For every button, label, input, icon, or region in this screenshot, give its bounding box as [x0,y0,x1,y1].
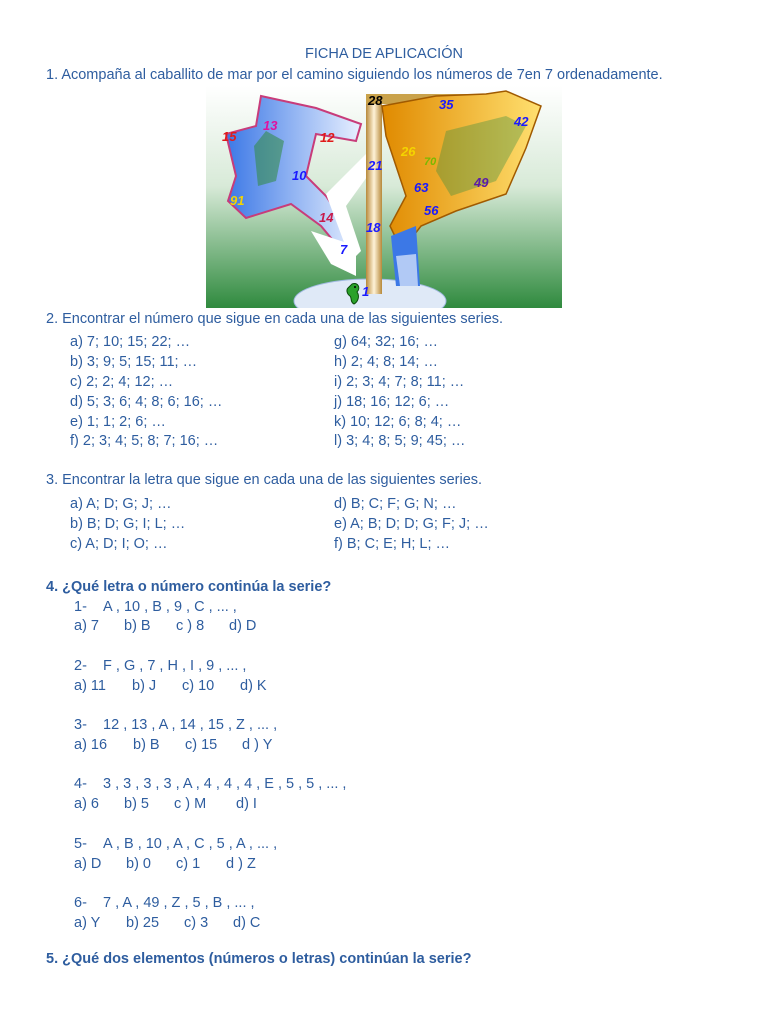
option-d[interactable]: d) C [233,915,261,931]
series-item: e) 1; 1; 2; 6; … [70,414,166,430]
series-item: c) 2; 2; 4; 12; … [70,374,174,390]
path-number: 63 [414,180,429,195]
path-number: 42 [514,114,529,129]
series-item: l) 3; 4; 8; 5; 9; 45; … [334,433,466,449]
option-a[interactable]: a) 6 [74,796,99,812]
path-number: 12 [320,130,335,145]
question-2-text: 2. Encontrar el número que sigue en cada una de las siguientes series. [46,311,504,327]
series-item: d) 5; 3; 6; 4; 8; 6; 16; … [70,394,223,410]
series-text: A , 10 , B , 9 , C , ... , [103,599,237,615]
option-d[interactable]: d) K [240,678,267,694]
option-a[interactable]: a) 11 [74,678,106,694]
series-number: 1- [74,599,87,615]
series-number: 4- [74,776,87,792]
series-item: j) 18; 16; 12; 6; … [334,394,450,410]
option-a[interactable]: a) Y [74,915,101,931]
option-a[interactable]: a) 7 [74,618,99,634]
series-item: c) A; D; I; O; … [70,536,168,552]
option-d[interactable]: d ) Y [242,737,273,753]
page-title: FICHA DE APLICACIÓN [305,46,463,62]
answer-options [74,618,256,634]
series-question [74,599,237,615]
answer-options [74,796,257,812]
option-b[interactable]: b) J [132,678,157,694]
answer-options [74,915,260,931]
option-c[interactable]: c ) M [174,796,207,812]
series-question [74,658,246,674]
series-text: A , B , 10 , A , C , 5 , A , ... , [103,836,278,852]
path-number: 28 [368,93,383,108]
path-number: 91 [230,193,245,208]
path-number: 49 [474,175,489,190]
option-b[interactable]: b) B [133,737,160,753]
series-item: e) A; B; D; D; G; F; J; … [334,516,489,532]
path-number: 35 [439,97,454,112]
series-number: 2- [74,658,87,674]
series-item: f) 2; 3; 4; 5; 8; 7; 16; … [70,433,219,449]
answer-options [74,737,272,753]
path-number: 10 [292,168,307,183]
option-d[interactable]: d) D [229,618,257,634]
option-c[interactable]: c) 1 [176,856,201,872]
option-c[interactable]: c ) 8 [176,618,205,634]
series-question [74,836,277,852]
series-question [74,717,277,733]
option-d[interactable]: d) I [236,796,257,812]
option-c[interactable]: c) 10 [182,678,215,694]
center-pole [366,94,382,294]
series-item: h) 2; 4; 8; 14; … [334,354,438,370]
series-item: f) B; C; E; H; L; … [334,536,451,552]
seahorse-path-puzzle [206,86,562,308]
path-number: 13 [263,118,278,133]
option-a[interactable]: a) D [74,856,102,872]
series-text: 12 , 13 , A , 14 , 15 , Z , ... , [103,717,278,733]
path-number: 26 [401,144,416,159]
option-b[interactable]: b) B [124,618,151,634]
series-text: 7 , A , 49 , Z , 5 , B , ... , [103,895,255,911]
path-number: 56 [424,203,439,218]
path-number: 14 [319,210,334,225]
series-question [74,776,346,792]
answer-options [74,678,267,694]
series-number: 3- [74,717,87,733]
series-item: a) A; D; G; J; … [70,496,172,512]
series-number: 6- [74,895,87,911]
option-c[interactable]: c) 3 [184,915,209,931]
answer-options [74,856,256,872]
path-number: 21 [368,158,383,173]
series-item: b) 3; 9; 5; 15; 11; … [70,354,198,370]
option-a[interactable]: a) 16 [74,737,108,753]
option-d[interactable]: d ) Z [226,856,256,872]
series-item: g) 64; 32; 16; … [334,334,438,350]
series-question [74,895,255,911]
question-4-text: 4. ¿Qué letra o número continúa la serie? [46,579,332,595]
path-number: 15 [222,129,237,144]
series-number: 5- [74,836,87,852]
option-c[interactable]: c) 15 [185,737,218,753]
question-3-text: 3. Encontrar la letra que sigue en cada una de las siguientes series. [46,472,483,488]
path-number: 1 [362,284,370,299]
series-text: F , G , 7 , H , I , 9 , ... , [103,658,247,674]
series-item: k) 10; 12; 6; 8; 4; … [334,414,462,430]
question-1-text: 1. Acompaña al caballito de mar por el camino siguiendo los números de 7en 7 ordenadamente. [46,67,663,83]
path-number: 70 [424,156,437,168]
series-item: d) B; C; F; G; N; … [334,496,457,512]
path-number: 7 [340,242,348,257]
series-item: b) B; D; G; I; L; … [70,516,186,532]
option-b[interactable]: b) 25 [126,915,160,931]
series-item: a) 7; 10; 15; 22; … [70,334,191,350]
series-item: i) 2; 3; 4; 7; 8; 11; … [334,374,465,390]
path-number: 18 [366,220,381,235]
question-5-text: 5. ¿Qué dos elementos (números o letras) continúan la serie? [46,951,472,967]
option-b[interactable]: b) 0 [126,856,151,872]
option-b[interactable]: b) 5 [124,796,149,812]
series-text: 3 , 3 , 3 , 3 , A , 4 , 4 , 4 , E , 5 , 5 , ... , [103,776,347,792]
